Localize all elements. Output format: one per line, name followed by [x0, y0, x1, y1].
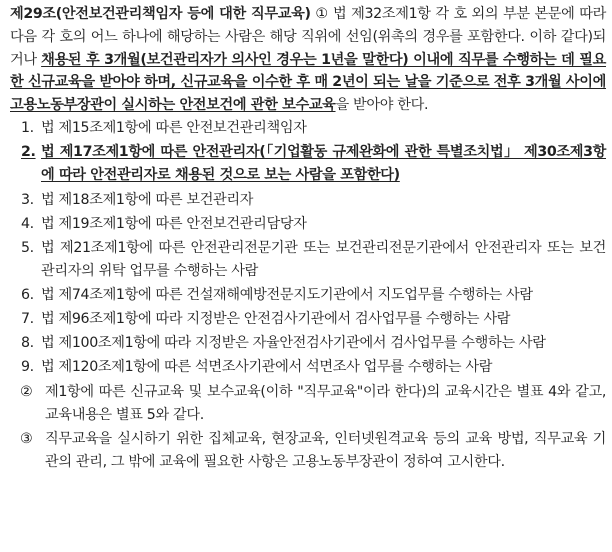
list-item-number: 1.	[21, 119, 34, 136]
list-item-number: 7.	[21, 311, 34, 328]
clause-1-number: ①	[315, 6, 329, 22]
list-item	[10, 237, 606, 283]
list-item-text: 법 제100조제1항에 따라 지정받은 자율안전검사기관에서 검사업무를 수행하는 사람	[41, 335, 546, 352]
article-title: 제29조(안전보건관리책임자 등에 대한 직무교육)	[10, 6, 311, 22]
list-item	[10, 284, 606, 307]
list-item-text: 법 제17조제1항에 따른 안전관리자(「기업활동 규제완화에 관한 특별조치법」 제30조제3항에 따라 안전관리자로 채용된 것으로 보는 사람을 포함한다)	[41, 143, 606, 184]
clause-paragraph	[10, 381, 606, 427]
list-item-text: 법 제21조제1항에 따른 안전관리전문기관 또는 보건관리전문기관에서 안전관리자 또는 보건관리자의 위탁 업무를 수행하는 사람	[41, 239, 606, 279]
list-item-number: 3.	[21, 191, 34, 208]
list-item-number: 6.	[21, 287, 34, 304]
list-item-number: 4.	[21, 215, 34, 232]
list-item-text: 법 제15조제1항에 따른 안전보건관리책임자	[41, 119, 307, 136]
list-item-text: 법 제74조제1항에 따른 건설재해예방전문지도기관에서 지도업무를 수행하는 사람	[41, 287, 533, 304]
clause-1-text-c: 을 받아야 한다.	[335, 97, 429, 114]
clause-text: 제1항에 따른 신규교육 및 보수교육(이하 "직무교육"이라 한다)의 교육시간은 별표 4와 같고, 교육내용은 별표 5와 같다.	[45, 383, 606, 423]
list-item	[10, 213, 606, 236]
list-item	[10, 141, 606, 187]
clause-1-text-a: 법 제32조제1항 각 호 외의 부분 본문에 따라 다음 각 호의 어느 하나에 해당하는 사람은 해당 직위에 선임(위촉의 경우를 포함한다. 이하 같다)되거나	[10, 6, 606, 68]
list-item-number: 8.	[21, 335, 34, 352]
list-item-text: 법 제96조제1항에 따라 지정받은 안전검사기관에서 검사업무를 수행하는 사람	[41, 311, 511, 328]
list-item-text: 법 제18조제1항에 따른 보건관리자	[41, 191, 254, 208]
article-paragraph-1	[10, 3, 606, 117]
clause-paragraph	[10, 428, 606, 474]
list-item-text: 법 제19조제1항에 따른 안전보건관리담당자	[41, 215, 307, 232]
clause-number: ③	[20, 431, 33, 448]
list-item-number: 5.	[21, 239, 34, 256]
clause-text: 직무교육을 실시하기 위한 집체교육, 현장교육, 인터넷원격교육 등의 교육 방법, 직무교육 기관의 관리, 그 밖에 교육에 필요한 사항은 고용노동부장관이 정하여 고시한다.	[45, 431, 606, 471]
list-item	[10, 332, 606, 355]
clause-1-text-emphasis: 채용된 후 3개월(보건관리자가 의사인 경우는 1년을 말한다) 이내에 직무를 수행하는 데 필요한 신규교육을 받아야 하며, 신규교육을 이수한 후 매 2년이 되는 날을 기준으로 전후 3개월 사이에 고용노동부장관이 실시하는 안전보건에 관한 보수교육	[10, 51, 606, 114]
list-item-number: 9.	[21, 359, 34, 376]
list-item-text: 법 제120조제1항에 따른 석면조사기관에서 석면조사 업무를 수행하는 사람	[41, 359, 493, 376]
list-item-number: 2.	[21, 143, 36, 160]
clause-number: ②	[20, 383, 33, 400]
list-item	[10, 356, 606, 379]
list-item	[10, 308, 606, 331]
list-item	[10, 189, 606, 212]
list-item	[10, 117, 606, 140]
